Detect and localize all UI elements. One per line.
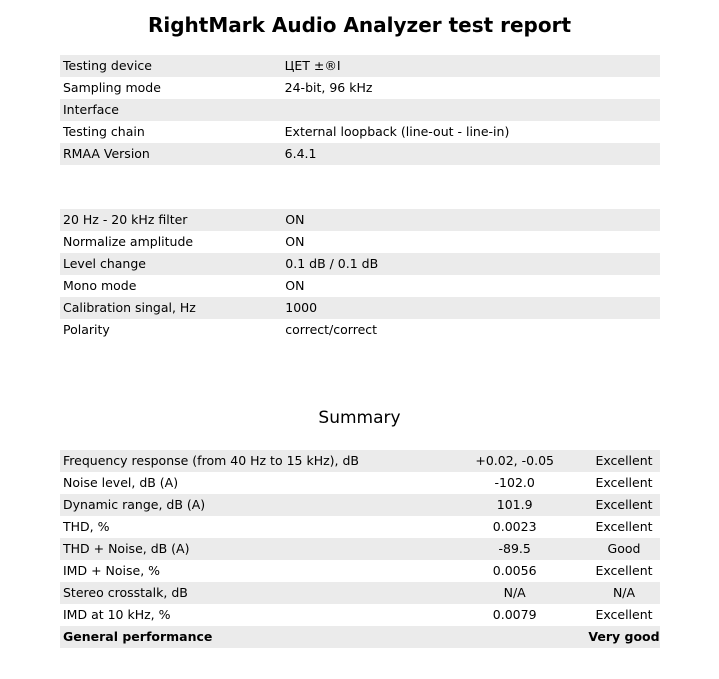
metric-rating: Excellent xyxy=(588,494,660,516)
table-row xyxy=(60,560,660,582)
metric-rating: Excellent xyxy=(588,604,660,626)
row-label: Mono mode xyxy=(60,275,282,297)
row-value: ЦЕТ ±®I xyxy=(282,55,660,77)
metric-name: IMD + Noise, % xyxy=(60,560,441,582)
table-row xyxy=(60,604,660,626)
row-value: 6.4.1 xyxy=(282,143,660,165)
row-label: Calibration singal, Hz xyxy=(60,297,282,319)
table-row xyxy=(60,231,660,253)
summary-table xyxy=(60,450,660,648)
row-label: Normalize amplitude xyxy=(60,231,282,253)
general-performance-value xyxy=(441,626,588,648)
metric-name: Dynamic range, dB (A) xyxy=(60,494,441,516)
metric-name: Noise level, dB (A) xyxy=(60,472,441,494)
metric-value: 0.0079 xyxy=(441,604,588,626)
table-row xyxy=(60,516,660,538)
row-label: Testing device xyxy=(60,55,282,77)
metric-value: -89.5 xyxy=(441,538,588,560)
summary-heading: Summary xyxy=(318,408,401,428)
table-row xyxy=(60,253,660,275)
row-label: RMAA Version xyxy=(60,143,282,165)
metric-rating: N/A xyxy=(588,582,660,604)
row-value: ON xyxy=(282,231,660,253)
metric-rating: Good xyxy=(588,538,660,560)
row-value: correct/correct xyxy=(282,319,660,341)
table-row xyxy=(60,297,660,319)
row-value: ON xyxy=(282,275,660,297)
row-value: 0.1 dB / 0.1 dB xyxy=(282,253,660,275)
table-row xyxy=(60,209,660,231)
table-row xyxy=(60,143,660,165)
table-row xyxy=(60,55,660,77)
metric-name: Frequency response (from 40 Hz to 15 kHz), dB xyxy=(60,450,441,472)
table-row xyxy=(60,538,660,560)
report-title: RightMark Audio Analyzer test report xyxy=(147,13,572,37)
row-label: Level change xyxy=(60,253,282,275)
general-performance-label: General performance xyxy=(60,626,441,648)
row-value: 1000 xyxy=(282,297,660,319)
table-row xyxy=(60,472,660,494)
metric-name: THD + Noise, dB (A) xyxy=(60,538,441,560)
metric-rating: Excellent xyxy=(588,472,660,494)
row-value: 24-bit, 96 kHz xyxy=(282,77,660,99)
metric-rating: Excellent xyxy=(588,450,660,472)
row-value: External loopback (line-out - line-in) xyxy=(282,121,660,143)
metric-rating: Excellent xyxy=(588,560,660,582)
metric-value: -102.0 xyxy=(441,472,588,494)
metric-value: +0.02, -0.05 xyxy=(441,450,588,472)
metric-value: 0.0056 xyxy=(441,560,588,582)
row-value xyxy=(282,99,660,121)
table-row xyxy=(60,319,660,341)
table-row xyxy=(60,77,660,99)
metric-value: 101.9 xyxy=(441,494,588,516)
row-label: Sampling mode xyxy=(60,77,282,99)
table-row xyxy=(60,275,660,297)
row-label: Testing chain xyxy=(60,121,282,143)
metric-name: THD, % xyxy=(60,516,441,538)
row-value: ON xyxy=(282,209,660,231)
measurement-options-table xyxy=(60,209,660,341)
metric-value: N/A xyxy=(441,582,588,604)
table-row xyxy=(60,582,660,604)
test-settings-table xyxy=(60,55,660,165)
row-label: Interface xyxy=(60,99,282,121)
row-label: Polarity xyxy=(60,319,282,341)
table-row xyxy=(60,494,660,516)
metric-value: 0.0023 xyxy=(441,516,588,538)
general-performance-row xyxy=(60,626,660,648)
metric-name: Stereo crosstalk, dB xyxy=(60,582,441,604)
table-row xyxy=(60,450,660,472)
metric-name: IMD at 10 kHz, % xyxy=(60,604,441,626)
table-row xyxy=(60,99,660,121)
metric-rating: Excellent xyxy=(588,516,660,538)
general-performance-rating: Very good xyxy=(588,626,660,648)
row-label: 20 Hz - 20 kHz filter xyxy=(60,209,282,231)
table-row xyxy=(60,121,660,143)
